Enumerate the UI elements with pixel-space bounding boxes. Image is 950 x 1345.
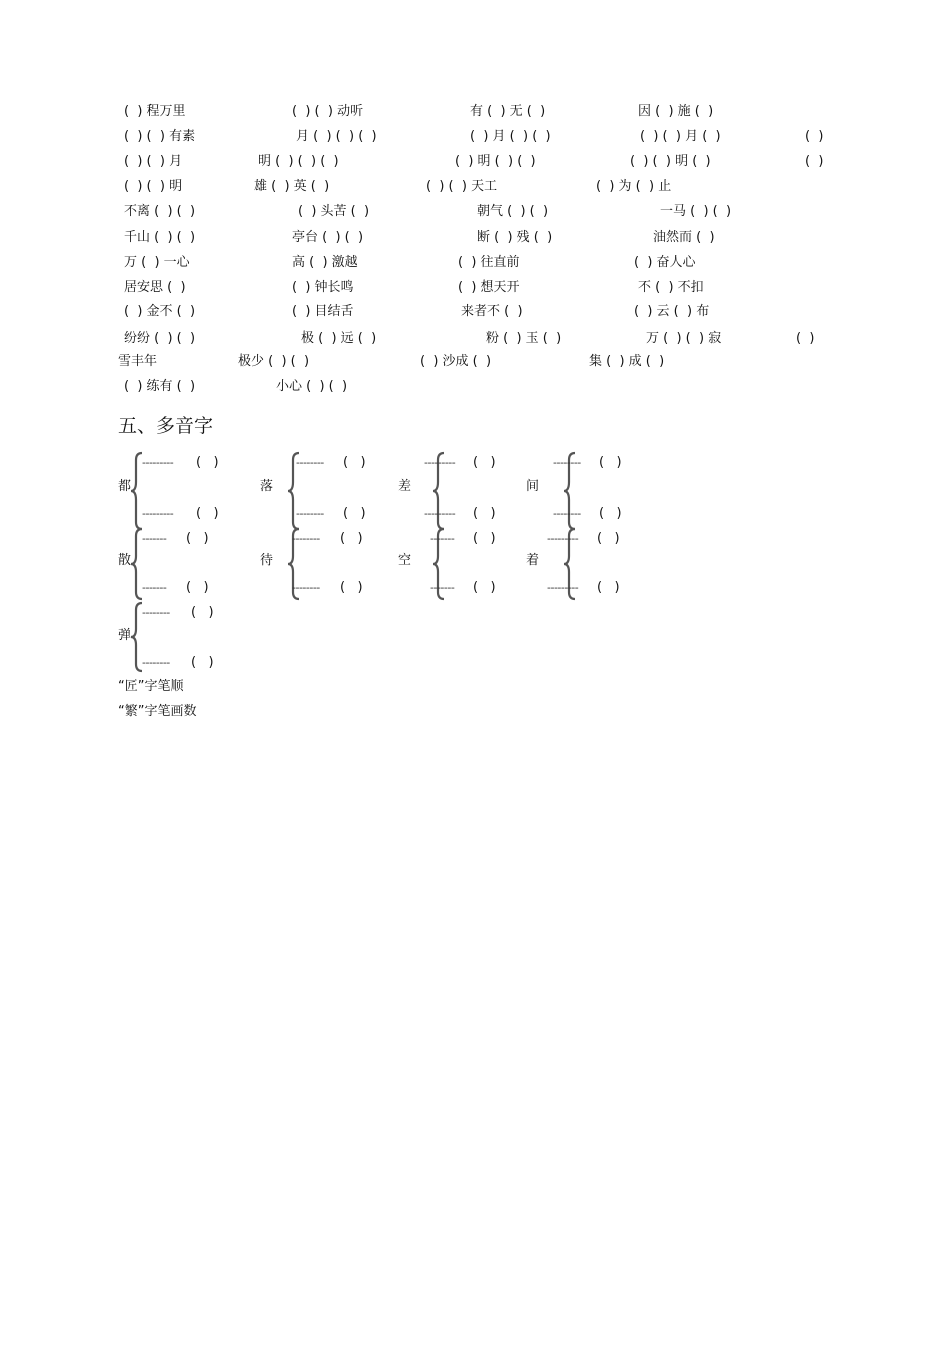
leader-line: ------- [142,532,167,545]
idiom-item: ( ) 程万里 [124,104,186,119]
idiom-item: 断 ( ) 残 ( ) [477,230,553,245]
leader-line: --------- [424,507,456,520]
idiom-item: ( ) 月 ( ) ( ) [470,129,551,144]
stroke-count-note: “繁”字笔画数 [118,704,197,719]
answer-slot: ( ) [340,531,363,546]
idiom-item: 来者不 ( ) [461,304,523,319]
idiom-item: ( ) ( ) 月 [124,154,183,169]
idiom-item: 有 ( ) 无 ( ) [470,104,546,119]
idiom-item: ( ) 头苦 ( ) [298,204,370,219]
idiom-item: 不 ( ) 不扣 [638,280,704,295]
leader-line: --------- [142,507,174,520]
idiom-item: ( ) 钟长鸣 [292,280,354,295]
idiom-item: ( ) 金不 ( ) [124,304,196,319]
answer-slot: ( ) [191,605,214,620]
idiom-item: 万 ( ) ( ) 寂 [646,331,722,346]
idiom-item: 粉 ( ) 玉 ( ) [486,331,562,346]
leader-line: -------- [292,581,320,594]
idiom-item: 极 ( ) 远 ( ) [301,331,377,346]
answer-slot: ( ) [196,506,219,521]
leader-line: ------- [430,581,455,594]
idiom-item: 纷纷 ( ) ( ) [124,331,196,346]
answer-slot: ( ) [473,506,496,521]
answer-slot: ( ) [186,531,209,546]
answer-slot: ( ) [340,580,363,595]
idiom-item: ( ) 想天开 [458,280,520,295]
idiom-item: ( ) [796,331,815,346]
idiom-item: 朝气 ( ) ( ) [477,204,549,219]
polyphone-char: 弹 [118,628,132,643]
polyphone-char: 落 [260,479,274,494]
leader-line: -------- [292,532,320,545]
idiom-item: 小心 ( ) ( ) [276,379,348,394]
leader-line: --------- [547,532,579,545]
leader-line: -------- [296,456,324,469]
answer-slot: ( ) [343,506,366,521]
leader-line: --------- [142,456,174,469]
idiom-item: 明 ( ) ( ) ( ) [258,154,339,169]
idiom-item: ( ) 往直前 [458,255,520,270]
idiom-item: ( ) 目结舌 [292,304,354,319]
idiom-item: 居安思 ( ) [124,280,186,295]
leader-line: -------- [296,507,324,520]
leader-line: -------- [142,606,170,619]
polyphone-char: 差 [398,479,412,494]
answer-slot: ( ) [597,580,620,595]
idiom-item: 亭台 ( ) ( ) [292,230,364,245]
idiom-item: 一马 ( ) ( ) [660,204,732,219]
answer-slot: ( ) [473,580,496,595]
idiom-item: ( ) 奋人心 [634,255,696,270]
answer-slot: ( ) [473,455,496,470]
answer-slot: ( ) [186,580,209,595]
idiom-item: 油然而 ( ) [653,230,715,245]
answer-slot: ( ) [599,506,622,521]
idiom-item: 千山 ( ) ( ) [124,230,196,245]
idiom-item: ( ) 明 ( ) ( ) [455,154,536,169]
idiom-item: ( ) [805,129,824,144]
idiom-item: 因 ( ) 施 ( ) [638,104,714,119]
answer-slot: ( ) [597,531,620,546]
idiom-item: ( ) ( ) 月 ( ) [640,129,721,144]
leader-line: -------- [553,456,581,469]
section-title: 五、多音字 [118,415,214,437]
idiom-item: 高 ( ) 激越 [292,255,358,270]
polyphone-char: 散 [118,553,132,568]
idiom-item: 集 ( ) 成 ( ) [589,354,665,369]
idiom-item: ( ) ( ) 天工 [426,179,498,194]
leader-line: --------- [547,581,579,594]
idiom-item: ( ) ( ) 有素 [124,129,196,144]
idiom-item: 雪丰年 [118,354,158,369]
leader-line: -------- [553,507,581,520]
idiom-item: ( ) 沙成 ( ) [420,354,492,369]
idiom-item: ( ) ( ) 明 ( ) [630,154,711,169]
leader-line: -------- [142,656,170,669]
answer-slot: ( ) [196,455,219,470]
leader-line: --------- [424,456,456,469]
idiom-item: 极少 ( ) ( ) [238,354,310,369]
stroke-order-note: “匠”字笔顺 [118,679,184,694]
polyphone-char: 待 [260,553,274,568]
idiom-item: ( ) ( ) 动听 [292,104,364,119]
polyphone-char: 间 [526,479,540,494]
idiom-item: 月 ( ) ( ) ( ) [296,129,377,144]
polyphone-char: 空 [398,553,412,568]
answer-slot: ( ) [599,455,622,470]
answer-slot: ( ) [343,455,366,470]
idiom-item: 万 ( ) 一心 [124,255,190,270]
polyphone-char: 都 [118,479,132,494]
answer-slot: ( ) [191,655,214,670]
idiom-item: ( ) 云 ( ) 布 [634,304,710,319]
polyphone-char: 着 [526,553,540,568]
idiom-item: ( ) 为 ( ) 止 [596,179,672,194]
idiom-item: 不离 ( ) ( ) [124,204,196,219]
leader-line: ------- [430,532,455,545]
idiom-item: ( ) [805,154,824,169]
idiom-item: 雄 ( ) 英 ( ) [254,179,330,194]
leader-line: ------- [142,581,167,594]
idiom-item: ( ) 练有 ( ) [124,379,196,394]
answer-slot: ( ) [473,531,496,546]
idiom-item: ( ) ( ) 明 [124,179,183,194]
